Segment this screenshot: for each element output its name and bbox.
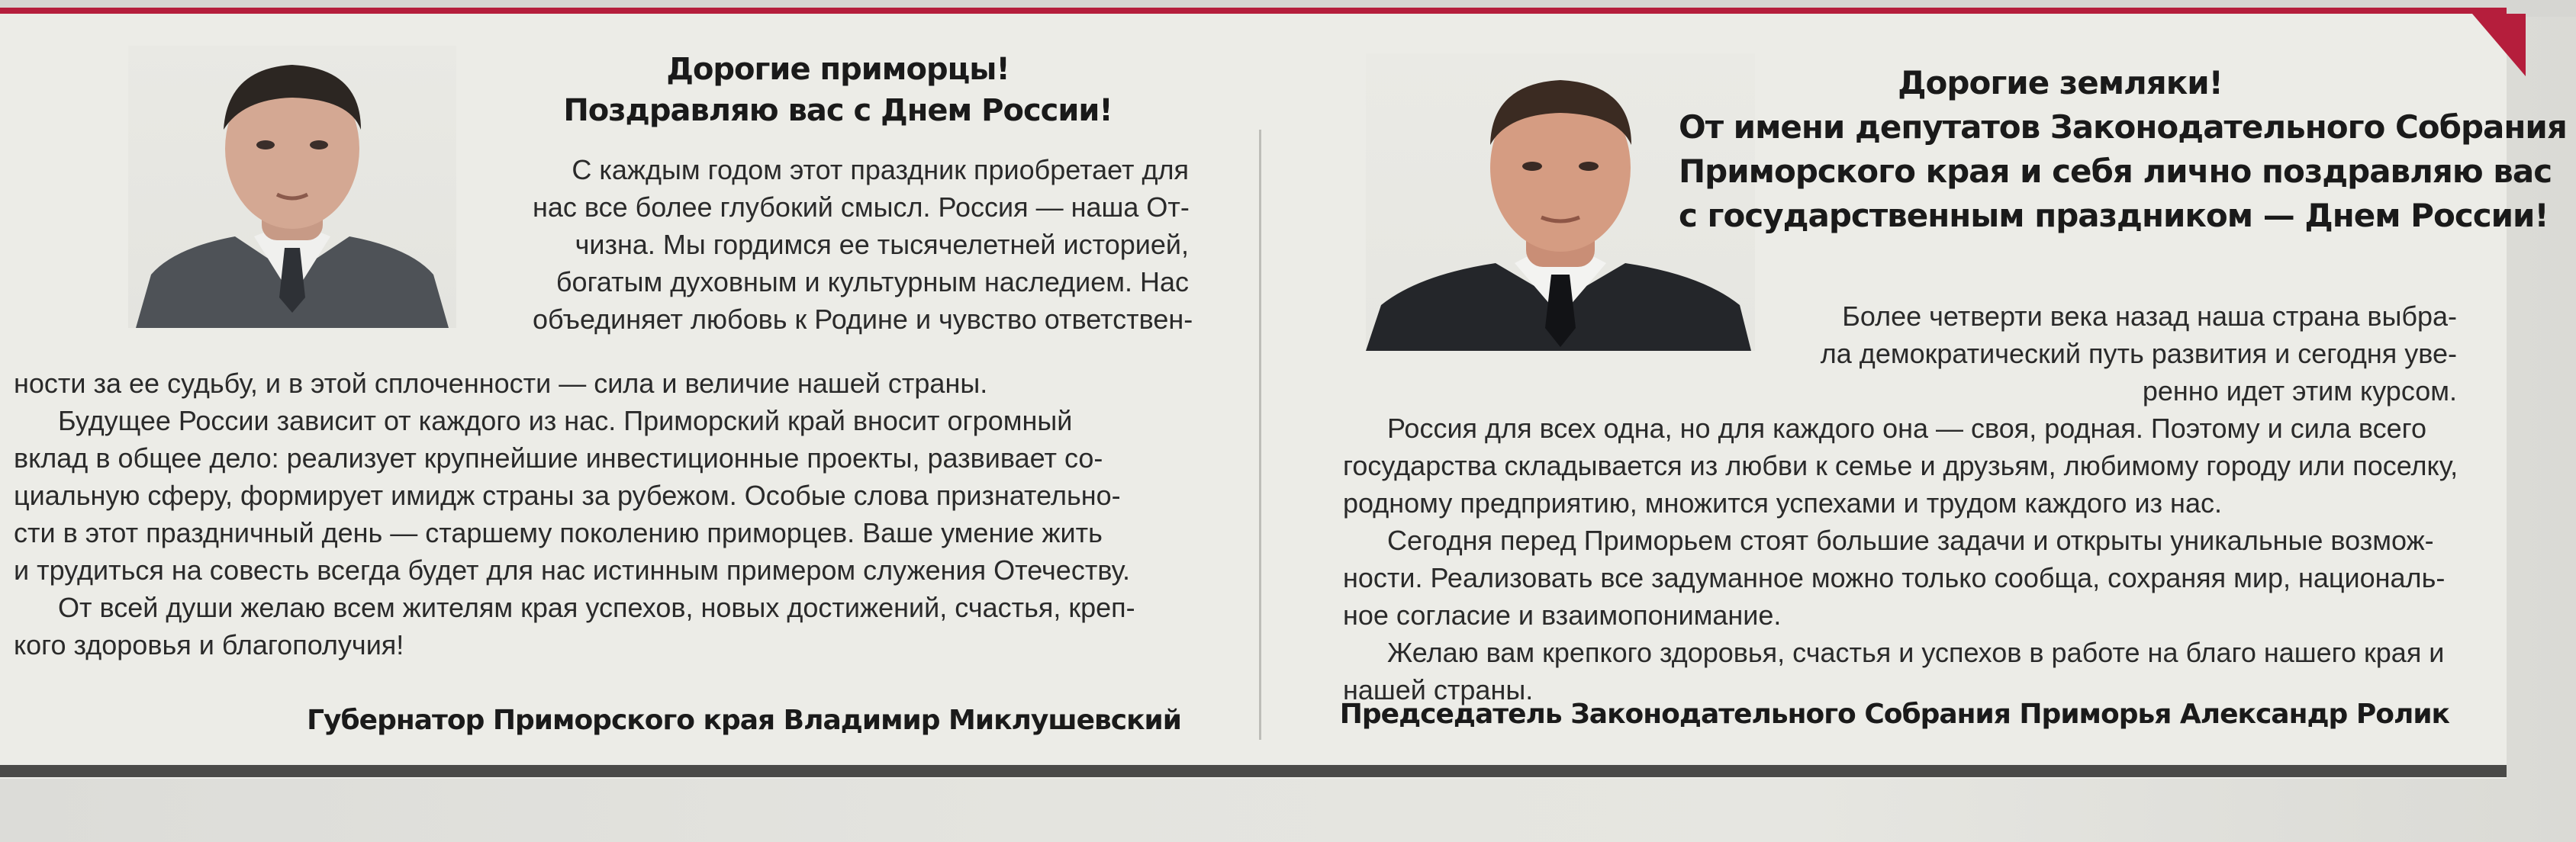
text-line: Будущее России зависит от каждого из нас. Приморский край вносит огромный xyxy=(58,405,1073,436)
headline-line: Поздравляю вас с Днем России! xyxy=(563,93,1113,128)
chairman-signature: Председатель Законодательного Собрания Приморья Александр Ролик xyxy=(1339,699,2449,730)
chairman-headline xyxy=(1679,61,2567,238)
text-line: От всей души желаю всем жителям края успехов, новых достижений, счастья, креп- xyxy=(58,592,1135,623)
text-line: вклад в общее дело: реализует крупнейшие инвестиционные проекты, развивает со- xyxy=(14,442,1103,474)
text-line: ренно идет этим курсом. xyxy=(2142,375,2457,407)
chairman-text-body xyxy=(1343,410,2457,709)
accent-corner xyxy=(2472,14,2526,76)
text-line: С каждым годом этот праздник приобретает для xyxy=(572,154,1189,185)
text-line: Желаю вам крепкого здоровья, счастья и успехов в работе на благо нашего края и xyxy=(1387,637,2445,668)
text-line: ла демократический путь развития и сегодня уве- xyxy=(1820,338,2457,369)
governor-text-body xyxy=(14,365,1181,664)
governor-text-beside-photo xyxy=(533,151,1193,338)
text-line: нас все более глубокий смысл. Россия — наша От- xyxy=(533,191,1190,223)
text-line: кого здоровья и благополучия! xyxy=(14,629,404,660)
text-line: Более четверти века назад наша страна выбра- xyxy=(1842,300,2457,332)
text-line: чизна. Мы гордимся ее тысячелетней историей, xyxy=(575,229,1189,260)
governor-portrait-icon xyxy=(128,46,456,328)
text-line: нашей страны. xyxy=(1343,674,1534,705)
column-divider xyxy=(1259,130,1261,740)
text-line: ное согласие и взаимопонимание. xyxy=(1343,599,1782,631)
headline-line: От имени депутатов Законодательного Собрания xyxy=(1679,108,2567,146)
text-line: и трудиться на совесть всегда будет для нас истинным примером служения Отечеству. xyxy=(14,554,1131,586)
text-line: богатым духовным и культурным наследием. Нас xyxy=(555,266,1189,297)
text-line: ности за ее судьбу, и в этой сплоченности — сила и величие нашей страны. xyxy=(14,368,988,399)
headline-line: Дорогие приморцы! xyxy=(666,52,1009,87)
headline-line: с государственным праздником — Днем России! xyxy=(1679,197,2549,234)
text-line: сти в этот праздничный день — старшему поколению приморцев. Ваше умение жить xyxy=(14,517,1103,548)
text-line: Россия для всех одна, но для каждого она — своя, родная. Поэтому и сила всего xyxy=(1387,413,2427,444)
governor-photo xyxy=(128,46,456,328)
governor-headline xyxy=(548,49,1128,131)
text-line: Сегодня перед Приморьем стоят большие задачи и открыты уникальные возмож- xyxy=(1387,525,2434,556)
chairman-text-beside-photo xyxy=(1770,297,2457,410)
text-line: ности. Реализовать все задуманное можно только сообща, сохраняя мир, националь- xyxy=(1343,562,2446,593)
headline-line: Дорогие земляки! xyxy=(1898,64,2223,101)
text-line: циальную сферу, формирует имидж страны за рубежом. Особые слова признательно- xyxy=(14,480,1121,511)
text-line: объединяет любовь к Родине и чувство ответствен- xyxy=(533,304,1193,335)
bottom-rule xyxy=(0,765,2507,777)
headline-line: Приморского края и себя лично поздравляю вас xyxy=(1679,153,2552,190)
governor-signature: Губернатор Приморского края Владимир Миклушевский xyxy=(307,705,1181,736)
text-line: государства складывается из любви к семье и друзьям, любимому городу или поселку, xyxy=(1343,450,2458,481)
accent-strip xyxy=(0,8,2507,14)
text-line: родному предприятию, множится успехами и трудом каждого из нас. xyxy=(1343,487,2222,519)
